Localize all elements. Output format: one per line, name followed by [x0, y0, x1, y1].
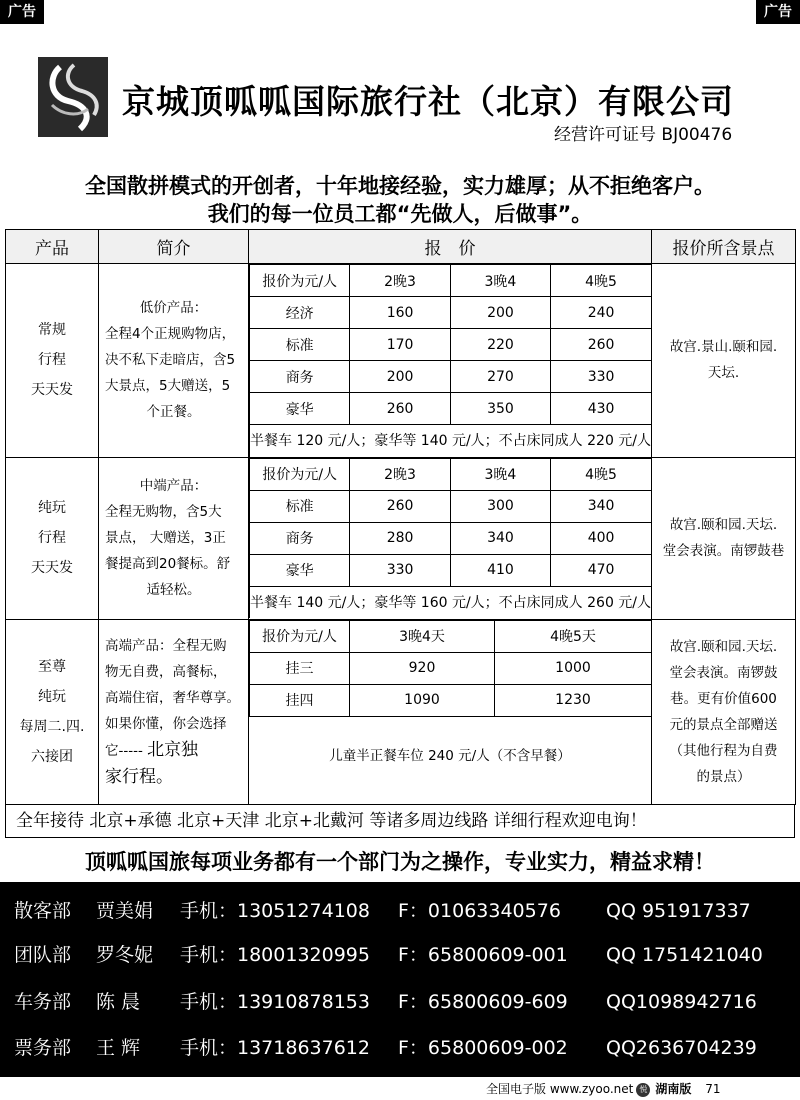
header-intro: 简介	[99, 230, 249, 264]
product-category: 至尊 纯玩 每周二.四. 六接团	[6, 619, 99, 804]
motto: 顶呱呱国旅每项业务都有一个部门为之操作，专业实力，精益求精！	[85, 850, 715, 874]
ad-label-right: 广告	[756, 0, 800, 24]
product-sights: 故宫.颐和园.天坛. 堂会表演。南锣鼓巷	[652, 457, 796, 619]
slogan-line-2: 我们的每一位员工都“先做人，后做事”。	[207, 202, 593, 226]
company-logo	[38, 57, 108, 137]
product-category: 纯玩 行程 天天发	[6, 457, 99, 619]
price-subtable: 报价为元/人 2晚3 3晚4 4晚5 经济 160 200 240 标准 170 220 260 商务 200 270 330 豪华 260 350 430 半餐车 120 元/人；豪华等 140 元/人；不占床同成人 220 元/人	[249, 264, 651, 457]
logo-swirl-icon	[38, 57, 108, 137]
price-row: 豪华 260 350 430	[250, 393, 652, 425]
price-row: 经济 160 200 240	[250, 297, 652, 329]
price-note: 半餐车 120 元/人；豪华等 140 元/人；不占床同成人 220 元/人	[250, 425, 652, 457]
product-row-regular	[6, 264, 796, 458]
product-intro: 低价产品： 全程4个正规购物店， 决不私下走暗店，含5 大景点，5大赠送，5 个正餐。	[99, 264, 249, 458]
year-round-routes: 全年接待 北京+承德 北京+天津 北京+北戴河 等诸多周边线路 详细行程欢迎电询！	[5, 804, 795, 838]
contact-row: 团队部 罗冬妮 手机：18001320995 F：65800609-001 QQ 1751421040	[14, 944, 763, 966]
page-number: 71	[705, 1082, 721, 1096]
product-category: 常规 行程 天天发	[6, 264, 99, 458]
product-sights: 故宫.景山.颐和园. 天坛.	[652, 264, 796, 458]
contact-row: 票务部 王 辉 手机：13718637612 F：65800609-002 QQ2636704239	[14, 1037, 757, 1059]
price-row: 商务 280 340 400	[250, 522, 652, 554]
price-subtable: 报价为元/人 3晚4天 4晚5天 挂三 920 1000 挂四 1090 1230	[249, 620, 651, 717]
price-subtable: 报价为元/人 2晚3 3晚4 4晚5 标准 260 300 340 商务 280 340 400 豪华 330 410 470 半餐车 140 元/人；豪华等 160 元/人；不占床同成人 260 元/人	[249, 458, 651, 619]
price-row: 标准 260 300 340	[250, 490, 652, 522]
price-note: 半餐车 140 元/人；豪华等 160 元/人；不占床同成人 260 元/人	[250, 586, 652, 618]
footer-site: 全国电子版 www.zyoo.net	[486, 1082, 634, 1096]
product-intro: 高端产品：全程无购 物无自费，高餐标， 高端住宿，奢华尊享。 如果你懂，你会选择 它----- 北京独 家行程。	[99, 619, 249, 804]
product-row-pure	[6, 457, 796, 619]
header-product: 产品	[6, 230, 99, 264]
contacts-panel	[0, 882, 800, 1077]
license-number: 经营许可证号 BJ00476	[554, 125, 733, 145]
price-row: 豪华 330 410 470	[250, 554, 652, 586]
ad-label-left: 广告	[0, 0, 44, 24]
price-table	[5, 229, 795, 805]
product-sights: 故宫.颐和园.天坛. 堂会表演。南锣鼓 巷。更有价值600 元的景点全部赠送 （其他行程为自费 的景点）	[652, 619, 796, 804]
footer-edition: 湖南版	[655, 1082, 692, 1096]
table-header-row	[6, 230, 796, 264]
price-row: 标准 170 220 260	[250, 329, 652, 361]
product-intro: 中端产品： 全程无购物，含5大 景点， 大赠送，3正 餐提高到20餐标。舒 适轻松。	[99, 457, 249, 619]
page-footer	[486, 1080, 720, 1098]
price-row: 挂四 1090 1230	[250, 684, 652, 716]
company-name: 京城顶呱呱国际旅行社（北京）有限公司	[122, 82, 734, 121]
price-row: 挂三 920 1000	[250, 652, 652, 684]
contact-row: 车务部 陈 晨 手机：13910878153 F：65800609-609 QQ1098942716	[14, 991, 757, 1013]
price-note: 儿童半正餐车位 240 元/人（不含早餐）	[249, 716, 651, 795]
seal-icon: 悦	[636, 1083, 650, 1097]
header-price: 报 价	[249, 230, 652, 264]
header-sights: 报价所含景点	[652, 230, 796, 264]
product-row-premium	[6, 619, 796, 804]
price-row: 商务 200 270 330	[250, 361, 652, 393]
slogan-line-1: 全国散拼模式的开创者，十年地接经验，实力雄厚；从不拒绝客户。	[85, 174, 715, 198]
contact-row: 散客部 贾美娟 手机：13051274108 F：01063340576 QQ 951917337	[14, 900, 751, 922]
